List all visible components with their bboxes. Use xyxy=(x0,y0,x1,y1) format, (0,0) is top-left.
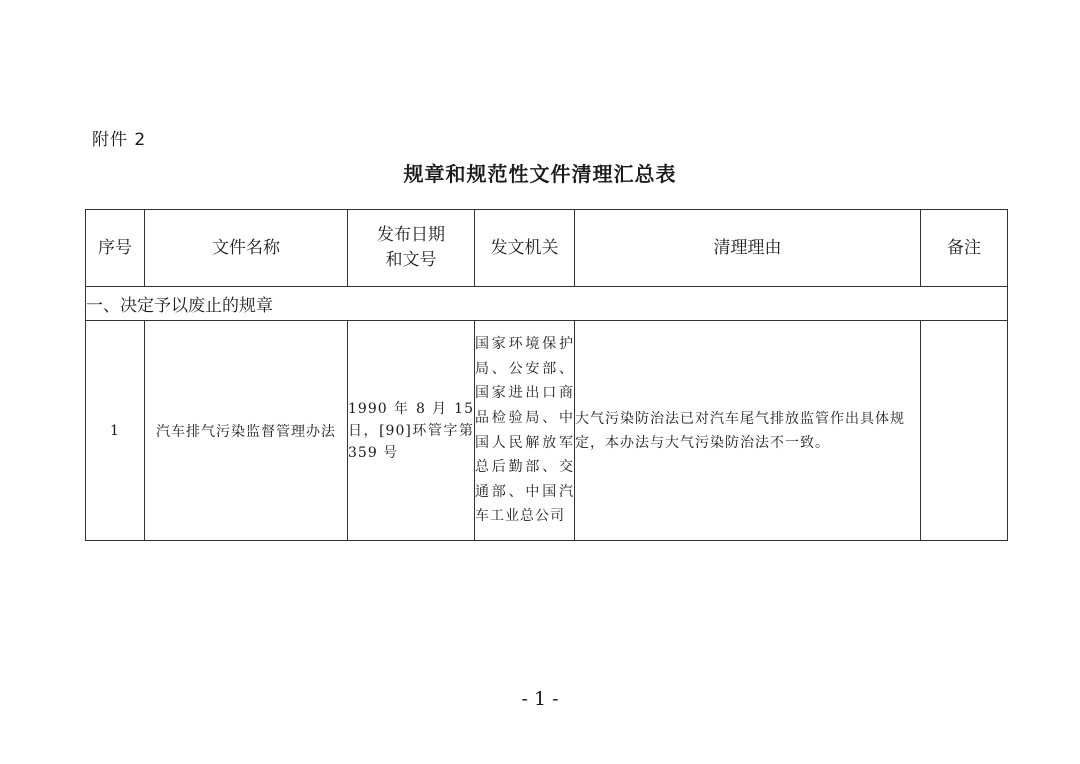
cell-reason: 大气污染防治法已对汽车尾气排放监管作出具体规定，本办法与大气污染防治法不一致。 xyxy=(575,321,921,541)
header-issuer: 发文机关 xyxy=(475,210,575,287)
table-header-row xyxy=(86,210,1008,287)
header-date xyxy=(348,210,475,287)
header-name: 文件名称 xyxy=(145,210,348,287)
header-date-line1: 发布日期 xyxy=(377,225,445,245)
attachment-label: 附件 2 xyxy=(92,130,147,150)
cell-issuer: 国家环境保护局、公安部、国家进出口商品检验局、中国人民解放军总后勤部、交通部、中国汽车工业总公司 xyxy=(475,321,575,541)
page-number: - 1 - xyxy=(521,688,559,710)
table-row xyxy=(86,321,1008,541)
header-reason: 清理理由 xyxy=(575,210,921,287)
header-remark: 备注 xyxy=(921,210,1008,287)
cell-name: 汽车排气污染监督管理办法 xyxy=(145,321,348,541)
header-no: 序号 xyxy=(86,210,145,287)
cell-remark xyxy=(921,321,1008,541)
section-title: 一、决定予以废止的规章 xyxy=(86,287,1008,321)
header-date-line2: 和文号 xyxy=(385,250,437,270)
cell-date: 1990 年 8 月 15 日，[90]环管字第 359 号 xyxy=(348,321,475,541)
section-row xyxy=(86,287,1008,321)
summary-table xyxy=(85,209,1008,541)
page-title: 规章和规范性文件清理汇总表 xyxy=(403,162,677,186)
cell-no: 1 xyxy=(86,321,145,541)
